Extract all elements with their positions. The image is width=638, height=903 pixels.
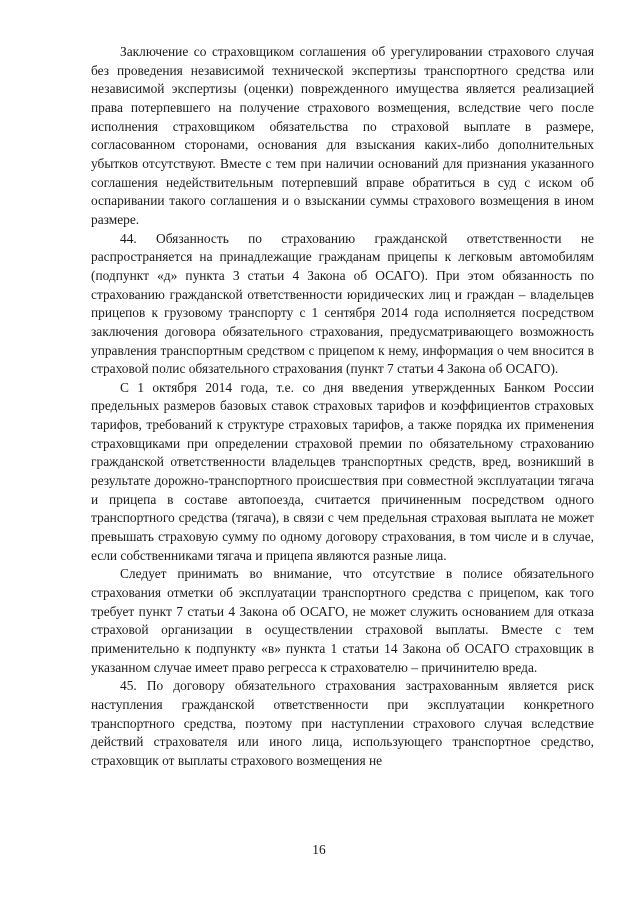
paragraph-policy-mark: Следует принимать во внимание, что отсутствие в полисе обязательного страхования отметки об эксплуатации транспортного средства с прицепом, как того требует пункт 7 статьи 4 Закона об ОСАГО, не может служить основанием для отказа страховой организации в осуществлении страховой выплаты. Вместе с тем применительно к подпункту «в» пункта 1 статьи 14 Закона об ОСАГО страховщик в указанном случае имеет право регресса к страхователю – причинителю вреда. (91, 566, 594, 675)
document-body (91, 43, 594, 771)
paragraph-settlement-agreement: Заключение со страховщиком соглашения об урегулировании страхового случая без проведения независимой технической экспертизы транспортного средства или независимой экспертизы (оценки) поврежденного имущества является реализацией права потерпевшего на получение страхового возмещения, вследствие чего после исполнения страховщиком обязательства по страховой выплате в размере, согласованном сторонами, основания для взыскания каких-либо дополнительных убытков отсутствуют. Вместе с тем при наличии оснований для признания указанного соглашения недействительным потерпевший вправе обратиться в суд с иском об оспаривании такого соглашения и о взыскании суммы страхового возмещения в ином размере. (91, 44, 594, 227)
paragraph-45-insured-risk: 45. По договору обязательного страхования застрахованным является риск наступления гражданской ответственности при эксплуатации конкретного транспортного средства, поэтому при наступлении страхового случая вследствие действий страхователя или иного лица, использующего транспортное средство, страховщик от выплаты страхового возмещения не (91, 678, 594, 768)
page-number: 16 (312, 842, 326, 857)
paragraph-44-trailers: 44. Обязанность по страхованию гражданской ответственности не распространяется на принадлежащие гражданам прицепы к легковым автомобилям (подпункт «д» пункта 3 статьи 4 Закона об ОСАГО). При этом обязанность по страхованию гражданской ответственности юридических лиц и граждан – владельцев прицепов к грузовому транспорту с 1 сентября 2014 года исполняется посредством заключения договора обязательного страхования, предусматривающего возможность управления транспортным средством с прицепом к нему, информация о чем вносится в страховой полис обязательного страхования (пункт 7 статьи 4 Закона об ОСАГО). (91, 230, 594, 377)
paragraph-road-train: С 1 октября 2014 года, т.е. со дня введения утвержденных Банком России предельных размеров базовых ставок страховых тарифов и коэффициентов страховых тарифов, требований к структуре страховых тарифов, а также порядка их применения страховщиками при определении страховой премии по обязательному страхованию гражданской ответственности владельцев транспортных средств, вред, возникший в результате дорожно-транспортного происшествия при совместной эксплуатации тягача и прицепа в составе автопоезда, считается причиненным посредством одного транспортного средства (тягача), в связи с чем предельная страховая выплата не может превышать страховую сумму по одному договору страхования, в том числе и в случае, если собственниками тягача и прицепа являются разные лица. (91, 379, 594, 563)
